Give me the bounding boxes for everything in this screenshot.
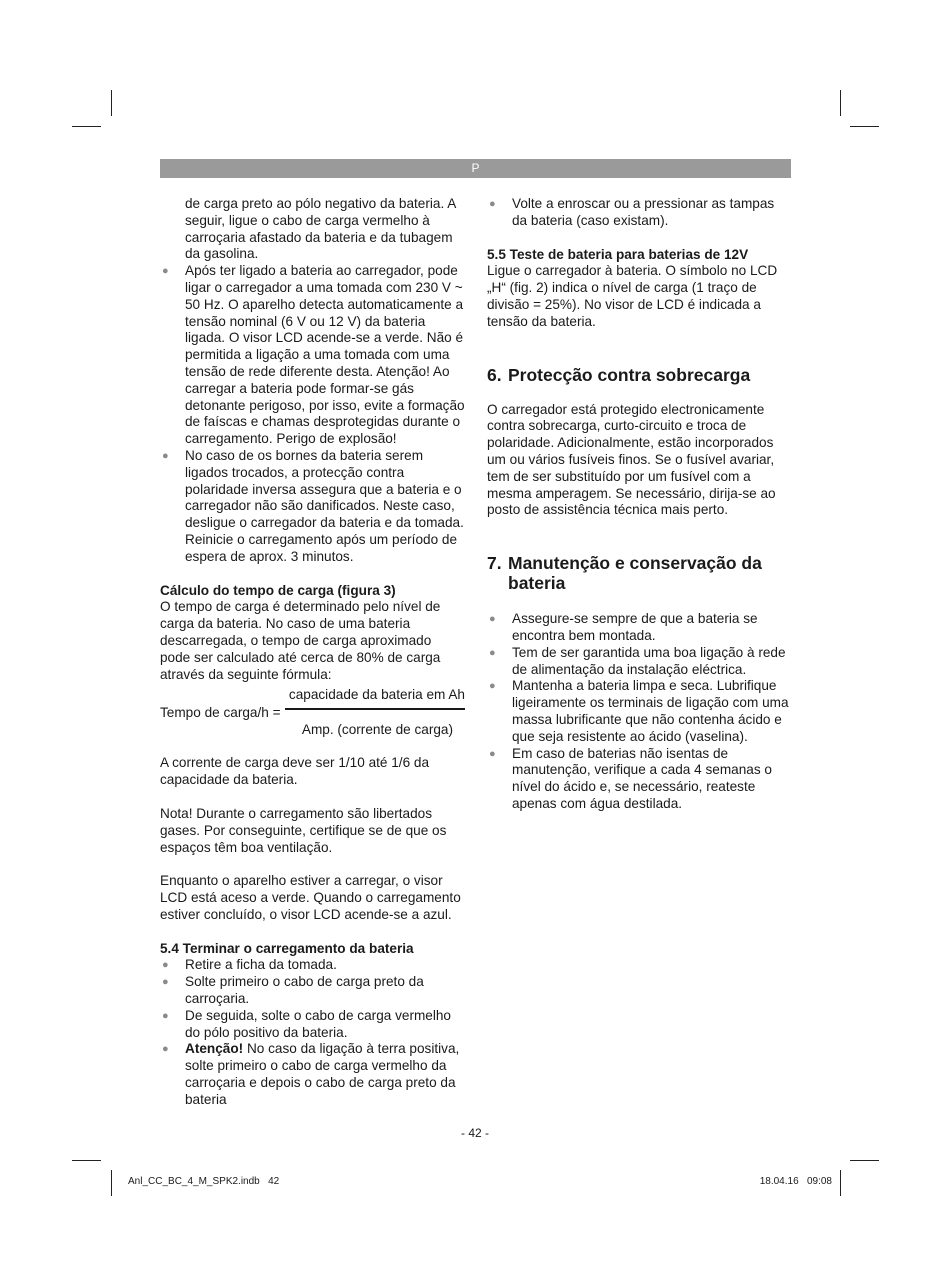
left-column (160, 196, 465, 1109)
disconnect-bullet-list (160, 957, 465, 1108)
list-item: ● Retire a ficha da tomada. (162, 957, 337, 973)
crop-mark (840, 90, 841, 116)
bullet-icon: ● (489, 613, 496, 626)
bullet-icon: ● (489, 198, 496, 210)
charge-time-formula (160, 685, 465, 743)
current-paragraph: A corrente de carga deve ser 1/10 até 1/6 da capacidade da bateria. (160, 755, 430, 788)
list-item: ● Assegure-se sempre de que a bateria se encontra bem montada. (489, 611, 758, 643)
warning-label: Atenção! (185, 1041, 244, 1057)
language-code: P (471, 161, 480, 175)
bullet-icon: ● (162, 265, 169, 278)
language-header-bar (160, 159, 791, 178)
bullet-icon: ● (162, 959, 169, 972)
list-item: ● De seguida, solte o cabo de carga vermelho do pólo positivo da bateria. (162, 1007, 451, 1040)
bullet-icon: ● (162, 449, 169, 462)
list-item: ● Tem de ser garantida uma boa ligação à rede de alimentação da instalação eléctrica. (489, 644, 786, 677)
bullet-icon: ● (489, 680, 496, 693)
calc-paragraph: O tempo de carga é determinado pelo nível de carga da bateria. No caso de uma bateria descarregada, o tempo de carga aproximado pode ser calculado até cerca de 80% de carga através da seguinte fórmula: (160, 599, 441, 682)
continued-paragraph: de carga preto ao pólo negativo da bateria. A seguir, ligue o cabo de carga vermelho à carroçaria afastado da bateria e da tubagem da gasolina. (185, 196, 456, 262)
bullet-icon: ● (162, 1009, 169, 1022)
crop-mark (72, 1160, 101, 1161)
section-5-5-heading: 5.5 Teste de bateria para baterias de 12V (487, 246, 749, 262)
list-item: ● No caso de os bornes da bateria serem ligados trocados, a protecção contra polaridade inversa assegura que a bateria e o carregador não são danificados. Neste caso, desligue o carregador da bateria e da tomada. Reinicie o carregamento após um período de espera de aprox. 3 minutos. (162, 447, 464, 564)
crop-mark (111, 1170, 112, 1196)
list-item: ● Solte primeiro o cabo de carga preto da carroçaria. (162, 974, 424, 1007)
crop-mark (850, 126, 879, 127)
formula-numerator: capacidade da bateria em Ah (288, 687, 465, 703)
crop-mark (840, 1170, 841, 1196)
maintenance-bullet-list (487, 611, 791, 813)
section-7-heading: 7. Manutenção e conservação da bateria (487, 553, 762, 594)
lcd-paragraph: Enquanto o aparelho estiver a carregar, o visor LCD está aceso a verde. Quando o carregamento estiver concluído, o visor LCD acende-se a azul. (160, 873, 461, 922)
section-6-heading: 6. Protecção contra sobrecarga (487, 364, 751, 385)
section-5-4-heading: 5.4 Terminar o carregamento da bateria (160, 940, 414, 956)
list-item: ● Mantenha a bateria limpa e seca. Lubrifique ligeiramente os terminais de ligação com uma massa lubrificante que não contenha ácido e que seja resistente ao ácido (vaselina). (489, 678, 789, 744)
connection-bullet-list (160, 263, 465, 565)
bullet-icon: ● (489, 646, 496, 659)
list-item: ● Após ter ligado a bateria ao carregador, pode ligar o carregador a uma tomada com 230 V ~ 50 Hz. O aparelho detecta automaticamente a tensão nominal (6 V ou 12 V) da bateria ligada. O visor LCD acende-se a verde. Não é permitida a ligação a uma tomada com uma tensão de rede diferente desta. Atenção! Ao carregar a bateria pode formar-se gás detonante perigoso, por isso, evite a formação de faíscas e chamas desprotegidas durante o carregamento. Perigo de explosão! (162, 263, 465, 447)
fraction-bar (285, 708, 465, 710)
formula-denominator: Amp. (corrente de carga) (301, 722, 453, 738)
footer-timestamp: 18.04.16 09:08 (759, 1176, 832, 1187)
bullet-icon: ● (489, 747, 496, 760)
overload-paragraph: O carregador está protegido electronicamente contra sobrecarga, curto-circuito e troca de polaridade. Adicionalmente, estão incorporados um ou vários fusíveis finos. Se o fusível avariar, tem de ser substituído por um fusível com a mesma amperagem. Se necessário, dirija-se ao posto de assistência técnica mais perto. (487, 401, 776, 518)
list-item: ● Volte a enroscar ou a pressionar as tampas da bateria (caso existam). (489, 196, 775, 228)
footer-filename: Anl_CC_BC_4_M_SPK2.indb 42 (128, 1176, 280, 1187)
formula-lhs: Tempo de carga/h = (160, 705, 281, 721)
bullet-icon: ● (162, 976, 169, 989)
crop-mark (72, 126, 101, 127)
note-paragraph: Nota! Durante o carregamento são libertados gases. Por conseguinte, certifique se de que os espaços têm boa ventilação. (160, 805, 447, 855)
cap-bullet-list (487, 196, 791, 230)
right-column (487, 196, 791, 813)
list-item: ● Em caso de baterias não isentas de manutenção, verifique a cada 4 semanas o nível do ácido e, se necessário, reateste apenas com água destilada. (489, 745, 772, 811)
crop-mark (850, 1160, 879, 1161)
calc-heading: Cálculo do tempo de carga (figura 3) (160, 582, 396, 598)
battery-test-paragraph: Ligue o carregador à bateria. O símbolo no LCD „H“ (fig. 2) indica o nível de carga (1 traço de divisão = 25%). No visor de LCD é indicada a tensão da bateria. (487, 263, 778, 329)
page-number: - 42 - (460, 1126, 489, 1140)
crop-mark (111, 90, 112, 116)
list-item: ● Atenção! No caso da ligação à terra positiva, solte primeiro o cabo de carga vermelho da carroçaria e depois o cabo de carga preto da bateria (162, 1041, 460, 1107)
bullet-icon: ● (162, 1043, 169, 1056)
